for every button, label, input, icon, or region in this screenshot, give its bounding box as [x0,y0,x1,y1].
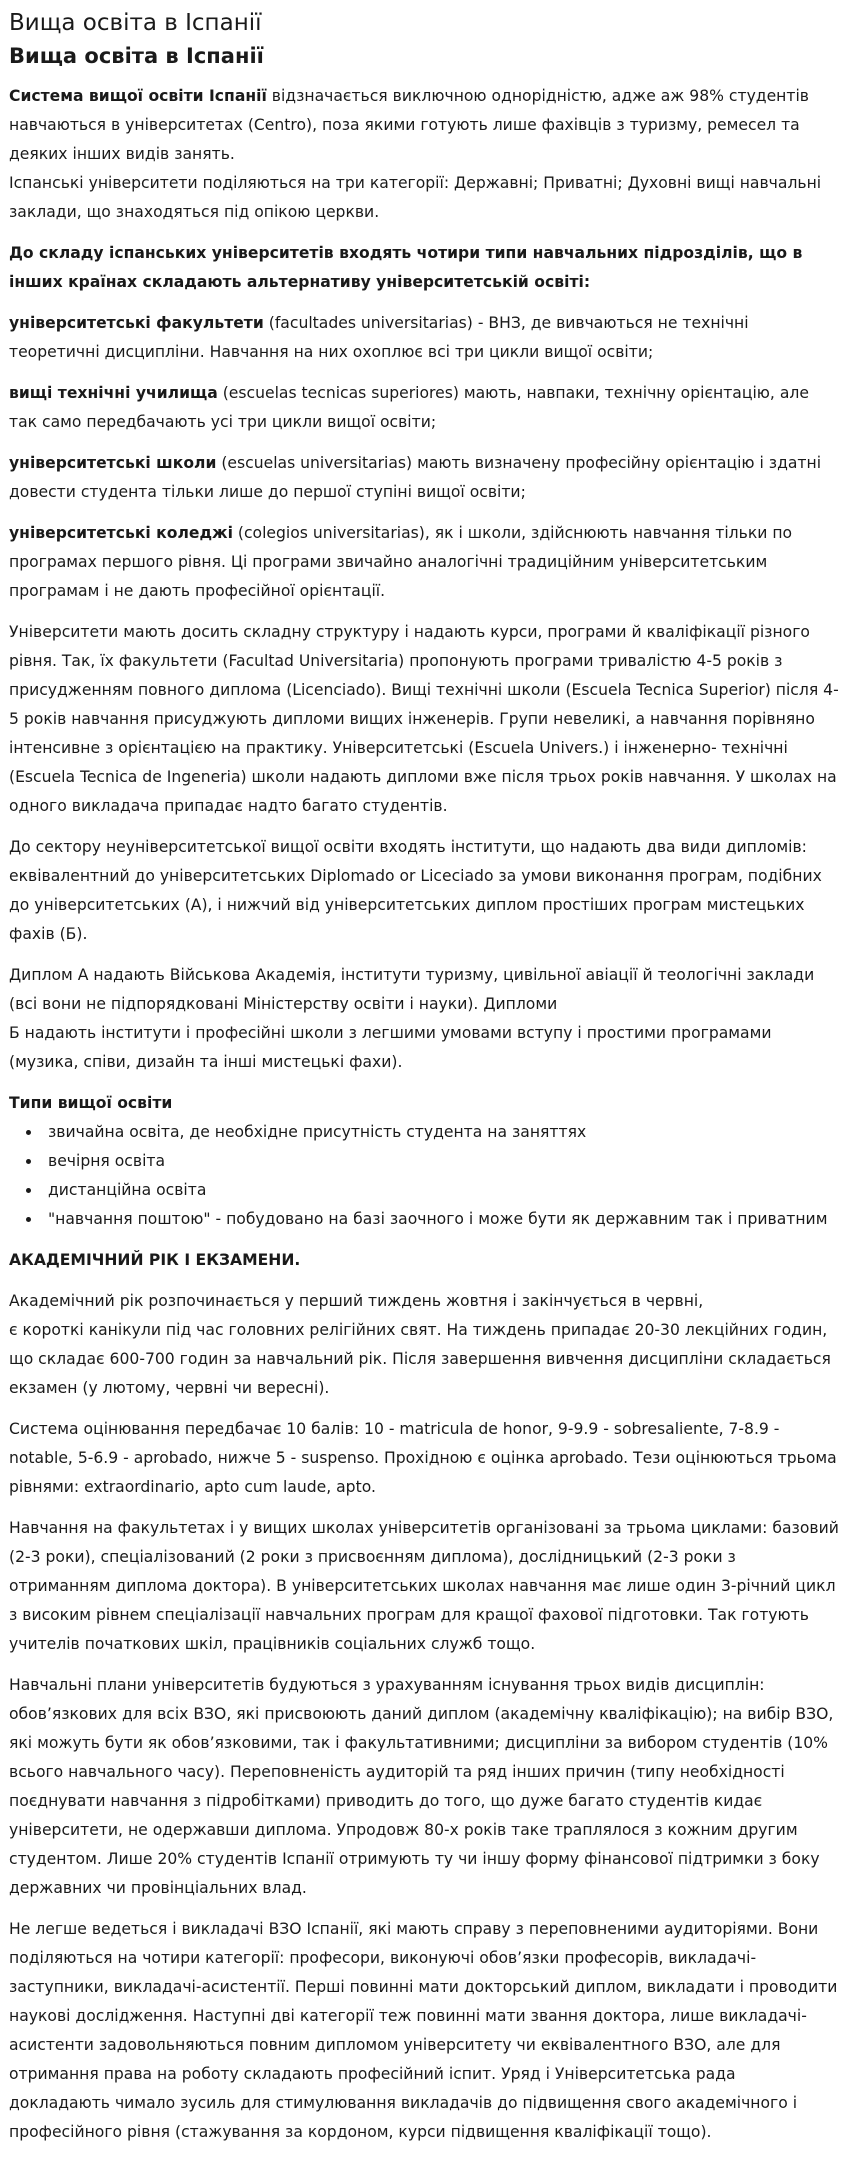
types-heading [9,1089,839,1118]
teachers-paragraph: Не легше ведеться і викладачі ВЗО Іспанії, які мають справу з переповненими аудиторіями. Вони поділяються на чотири категорії: професори, виконуючі обов’язки професорів, викладачі-заступники, викладачі-асистентії. Перші повинні мати докторський диплом, викладати і проводити наукові дослідження. Наступні дві категорії теж повинні мати звання доктора, лише викладачі-асистенти задовольняються повним дипломом університету чи еквівалентного ВЗО, але для отримання права на роботу складають професійний іспит. Уряд і Університетська рада докладають чимало зусиль для стимулювання викладачів до підвищення свого академічного і професійного рівня (стажування за кордоном, курси підвищення кваліфікації тощо). [9,1920,838,2141]
unit-colleges [9,519,839,606]
categories-paragraph: Іспанські університети поділяються на три категорії: Державні; Приватні; Духовні вищі навчальні заклади, що знаходяться під опікою церкви. [9,174,822,221]
diploma-b-text: Б надають інститути і професійні школи з легшими умовами вступу і простими програмами (музика, співи, дизайн та інші мистецькі фахи). [9,1024,772,1071]
unit-technical-schools [9,379,839,437]
unit-university-schools-term: університетські школи [9,454,217,472]
academic-heading-text: АКАДЕМІЧНИЙ РІК І ЕКЗАМЕНИ. [9,1251,301,1269]
intro-text: відзначається виключною однорідністю, адже аж 98% студентів навчаються в університетах (Centro), поза якими готують лише фахівців з туризму, ремесел та деяких інших видів занять. [9,87,809,163]
unit-colleges-term: університетські коледжі [9,524,233,542]
intro-paragraph [9,82,839,169]
diploma-a-text: Диплом А надають Військова Академія, інститути туризму, цивільної авіації й теологічні заклади (всі вони не підпорядковані Міністерству освіти і науки). Дипломи [9,966,815,1013]
unit-university-schools-text: (escuelas universitarias) мають визначену професійну орієнтацію і здатні довести студента тільки лише до першої ступіні вищої освіти; [9,454,822,501]
grading-paragraph: Система оцінювання передбачає 10 балів: 10 - matricula de honor, 9-9.9 - sobresaliente, 7-8.9 - notable, 5-6.9 - aprobado, нижче 5 - suspenso. Прохідною є оцінка aprobado. Тези оцінюються трьома рівнями: extraordinario, apto cum laude, apto. [9,1420,837,1496]
list-item: • вечірня освіта [42,1147,839,1176]
document-title: Вища освіта в Іспанії [9,10,262,36]
cycles-paragraph: Навчання на факультетах і у вищих школах університетів організовані за трьома циклами: базовий (2-3 роки), спеціалізований (2 роки з присвоєнням диплома), дослідницький (2-3 роки з отриманням диплома доктора). В університетських школах навчання має лише один 3-річний цикл з високим рівнем спеціалізації навчальних програм для кращої фахової підготовки. Так готують учителів початкових шкіл, працівників соціальних служб тощо. [9,1519,839,1653]
list-item: • дистанційна освіта [42,1176,839,1205]
sector-paragraph: До сектору неуніверситетської вищої освіти входять інститути, що надають два види дипломів: еквівалентний до університетських Diplomado or Liceciado за умови виконання програм, подібних до університетських (А), і нижчий від університетських диплом простіших програм мистецьких фахів (Б). [9,838,822,943]
intro-bold: Система вищої освіти Іспанії [9,87,267,105]
unit-faculties-text: (facultades universitarias) - ВНЗ, де вивчаються не технічні теоретичні дисципліни. Навчання на них охоплює всі три цикли вищої освіти; [9,314,749,361]
unit-technical-schools-text: (escuelas tecnicas superiores) мають, навпаки, технічну орієнтацію, але так само передбачають усі три цикли вищої освіти; [9,384,809,431]
types-list [9,1118,839,1234]
unit-faculties-term: університетські факультети [9,314,264,332]
diplomas-paragraph [9,961,839,1077]
academic-year-paragraph [9,1287,839,1403]
document-heading: Вища освіта в Іспанії [9,44,264,68]
units-intro-paragraph [9,239,839,297]
unit-faculties [9,309,839,367]
academic-year-line-1: Академічний рік розпочинається у перший тиждень жовтня і закінчується в червні, [9,1292,704,1310]
units-intro-bold: До складу іспанських університетів входять чотири типи навчальних підрозділів, що в інших країнах складають альтернативу університетській освіті: [9,244,803,291]
types-heading-text: Типи вищої освіти [9,1094,173,1112]
unit-university-schools [9,449,839,507]
list-item: • "навчання поштою" - побудовано на базі заочного і може бути як державним так і приватним [42,1205,839,1234]
list-item: • звичайна освіта, де необхідне присутність студента на заняттях [42,1118,839,1147]
academic-heading [9,1246,839,1275]
academic-year-line-2: є короткі канікули під час головних релігійних свят. На тиждень припадає 20-30 лекційних годин, що складає 600-700 годин за навчальний рік. Після завершення вивчення дисципліни складається екзамен (у лютому, червні чи вересні). [9,1321,831,1397]
unit-colleges-text: (colegios universitarias), як і школи, здійснюють навчання тільки по програмах першого рівня. Ці програми звичайно аналогічні традиційним університетським програмам і не дають професійної орієнтації. [9,524,793,600]
plans-paragraph: Навчальні плани університетів будуються з урахуванням існування трьох видів дисциплін: обов’язкових для всіх ВЗО, які присвоюють даний диплом (академічну кваліфікацію); на вибір ВЗО, які можуть бути як обов’язковими, так і факультативними; дисципліни за вибором студентів (10% всього навчального часу). Переповненість аудиторій та ряд інших причин (типу необхідності поєднувати навчання з підробітками) приводить до того, що дуже багато студентів кидає університети, не одержавши диплома. Упродовж 80-х років таке траплялося з кожним другим студентом. Лише 20% студентів Іспанії отримують ту чи іншу форму фінансової підтримки з боку державних чи провінціальних влад. [9,1676,834,1897]
unit-technical-schools-term: вищі технічні училища [9,384,218,402]
structure-paragraph: Університети мають досить складну структуру і надають курси, програми й кваліфікації різного рівня. Так, їх факультети (Facultad Universitaria) пропонують програми тривалістю 4-5 років з присудженням повного диплома (Licenciado). Вищі технічні школи (Escuela Tecnica Superior) після 4-5 років навчання присуджують дипломи вищих інженерів. Групи невеликі, а навчання порівняно інтенсивне з орієнтацією на практику. Університетські (Escuela Univers.) і інженерно- технічні (Escuela Tecnica de Ingeneria) школи надають дипломи вже після трьох років навчання. У школах на одного викладача припадає надто багато студентів. [9,623,839,815]
